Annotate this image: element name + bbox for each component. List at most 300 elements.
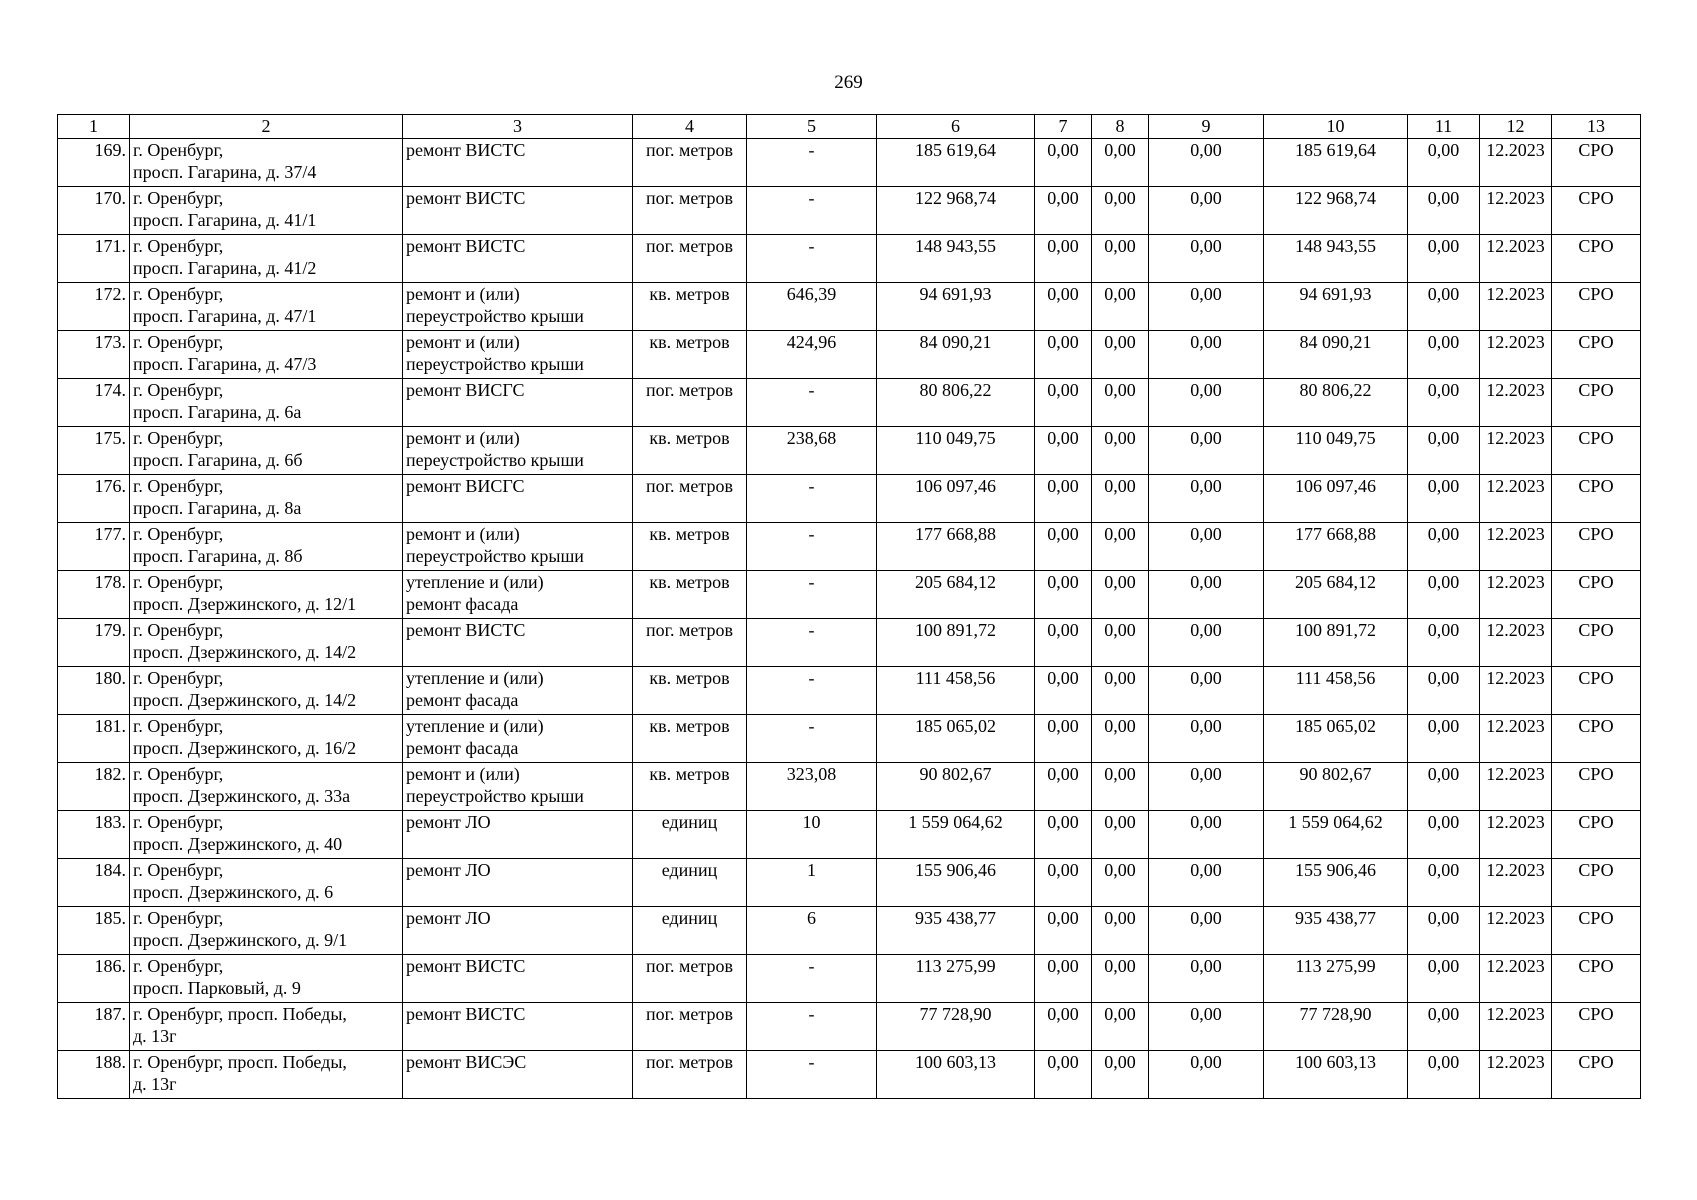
col9-cell: 0,00 — [1149, 715, 1264, 763]
col7-cell: 0,00 — [1035, 955, 1092, 1003]
col10-cell: 148 943,55 — [1264, 235, 1408, 283]
col7-cell: 0,00 — [1035, 571, 1092, 619]
unit-cell: кв. метров — [633, 667, 747, 715]
row-number: 178. — [58, 571, 130, 619]
col7-cell: 0,00 — [1035, 283, 1092, 331]
col11-cell: 0,00 — [1408, 427, 1480, 475]
address-cell — [130, 763, 403, 811]
table-row — [58, 667, 1641, 715]
unit-cell: единиц — [633, 859, 747, 907]
work-type-cell — [403, 235, 633, 283]
col9-cell: 0,00 — [1149, 667, 1264, 715]
total-cost-cell: 185 065,02 — [877, 715, 1035, 763]
col-header-2: 2 — [130, 115, 403, 139]
unit-cell: пог. метров — [633, 235, 747, 283]
header-row — [58, 115, 1641, 139]
col-header-1: 1 — [58, 115, 130, 139]
col9-cell: 0,00 — [1149, 1003, 1264, 1051]
work-type-line-1: ремонт и (или) — [406, 284, 520, 304]
work-type-line-1: ремонт ВИСТС — [406, 956, 526, 976]
address-line-2: просп. Дзержинского, д. 6 — [133, 882, 334, 902]
col11-cell: 0,00 — [1408, 331, 1480, 379]
address-line-2: просп. Гагарина, д. 6б — [133, 450, 303, 470]
col8-cell: 0,00 — [1092, 427, 1149, 475]
table-row — [58, 523, 1641, 571]
funding-method-cell: СРО — [1552, 715, 1641, 763]
row-number: 176. — [58, 475, 130, 523]
work-type-cell — [403, 187, 633, 235]
work-type-line-2: переустройство крыши — [406, 354, 584, 374]
col9-cell: 0,00 — [1149, 763, 1264, 811]
volume-cell: - — [747, 187, 877, 235]
work-type-cell — [403, 331, 633, 379]
col11-cell: 0,00 — [1408, 667, 1480, 715]
completion-date-cell: 12.2023 — [1480, 523, 1552, 571]
unit-cell: пог. метров — [633, 1003, 747, 1051]
funding-method-cell: СРО — [1552, 235, 1641, 283]
col11-cell: 0,00 — [1408, 763, 1480, 811]
funding-method-cell: СРО — [1552, 1003, 1641, 1051]
row-number: 180. — [58, 667, 130, 715]
unit-cell: кв. метров — [633, 331, 747, 379]
address-cell — [130, 955, 403, 1003]
col10-cell: 90 802,67 — [1264, 763, 1408, 811]
work-type-cell — [403, 1051, 633, 1099]
col8-cell: 0,00 — [1092, 283, 1149, 331]
col-header-5: 5 — [747, 115, 877, 139]
address-line-1: г. Оренбург, — [133, 764, 224, 784]
col9-cell: 0,00 — [1149, 187, 1264, 235]
address-line-1: г. Оренбург, — [133, 812, 224, 832]
table-row — [58, 139, 1641, 187]
volume-cell: - — [747, 379, 877, 427]
total-cost-cell: 100 603,13 — [877, 1051, 1035, 1099]
table-row — [58, 715, 1641, 763]
col-header-7: 7 — [1035, 115, 1092, 139]
row-number: 179. — [58, 619, 130, 667]
row-number: 172. — [58, 283, 130, 331]
total-cost-cell: 100 891,72 — [877, 619, 1035, 667]
address-cell — [130, 187, 403, 235]
col8-cell: 0,00 — [1092, 1003, 1149, 1051]
col11-cell: 0,00 — [1408, 955, 1480, 1003]
funding-method-cell: СРО — [1552, 331, 1641, 379]
col8-cell: 0,00 — [1092, 907, 1149, 955]
col11-cell: 0,00 — [1408, 475, 1480, 523]
completion-date-cell: 12.2023 — [1480, 331, 1552, 379]
table-row — [58, 475, 1641, 523]
col9-cell: 0,00 — [1149, 907, 1264, 955]
work-type-line-1: ремонт ВИСТС — [406, 140, 526, 160]
table-row — [58, 283, 1641, 331]
address-line-1: г. Оренбург, — [133, 428, 224, 448]
col9-cell: 0,00 — [1149, 235, 1264, 283]
col11-cell: 0,00 — [1408, 859, 1480, 907]
col10-cell: 205 684,12 — [1264, 571, 1408, 619]
address-line-1: г. Оренбург, — [133, 860, 224, 880]
total-cost-cell: 185 619,64 — [877, 139, 1035, 187]
funding-method-cell: СРО — [1552, 475, 1641, 523]
col7-cell: 0,00 — [1035, 619, 1092, 667]
col7-cell: 0,00 — [1035, 235, 1092, 283]
address-line-2: просп. Дзержинского, д. 12/1 — [133, 594, 357, 614]
address-line-1: г. Оренбург, — [133, 284, 224, 304]
volume-cell: - — [747, 955, 877, 1003]
table-row — [58, 859, 1641, 907]
col11-cell: 0,00 — [1408, 139, 1480, 187]
total-cost-cell: 1 559 064,62 — [877, 811, 1035, 859]
col10-cell: 177 668,88 — [1264, 523, 1408, 571]
unit-cell: единиц — [633, 811, 747, 859]
address-line-1: г. Оренбург, — [133, 380, 224, 400]
page-number: 269 — [834, 72, 863, 93]
work-type-cell — [403, 523, 633, 571]
total-cost-cell: 80 806,22 — [877, 379, 1035, 427]
col-header-3: 3 — [403, 115, 633, 139]
col8-cell: 0,00 — [1092, 763, 1149, 811]
completion-date-cell: 12.2023 — [1480, 1051, 1552, 1099]
col9-cell: 0,00 — [1149, 523, 1264, 571]
row-number: 185. — [58, 907, 130, 955]
address-line-2: просп. Дзержинского, д. 14/2 — [133, 642, 357, 662]
col11-cell: 0,00 — [1408, 283, 1480, 331]
work-type-line-1: ремонт ВИСТС — [406, 188, 526, 208]
table-row — [58, 331, 1641, 379]
work-type-cell — [403, 283, 633, 331]
col9-cell: 0,00 — [1149, 955, 1264, 1003]
address-line-1: г. Оренбург, — [133, 476, 224, 496]
completion-date-cell: 12.2023 — [1480, 619, 1552, 667]
col10-cell: 1 559 064,62 — [1264, 811, 1408, 859]
unit-cell: кв. метров — [633, 283, 747, 331]
address-cell — [130, 475, 403, 523]
volume-cell: 6 — [747, 907, 877, 955]
col10-cell: 185 619,64 — [1264, 139, 1408, 187]
table-row — [58, 811, 1641, 859]
funding-method-cell: СРО — [1552, 379, 1641, 427]
col11-cell: 0,00 — [1408, 907, 1480, 955]
col11-cell: 0,00 — [1408, 1003, 1480, 1051]
row-number: 174. — [58, 379, 130, 427]
address-line-2: просп. Дзержинского, д. 9/1 — [133, 930, 348, 950]
work-type-line-1: ремонт ВИСТС — [406, 1004, 526, 1024]
table-row — [58, 571, 1641, 619]
volume-cell: - — [747, 235, 877, 283]
address-line-1: г. Оренбург, — [133, 140, 224, 160]
address-line-2: просп. Гагарина, д. 47/3 — [133, 354, 317, 374]
work-type-line-1: ремонт и (или) — [406, 428, 520, 448]
total-cost-cell: 106 097,46 — [877, 475, 1035, 523]
col7-cell: 0,00 — [1035, 139, 1092, 187]
completion-date-cell: 12.2023 — [1480, 1003, 1552, 1051]
unit-cell: кв. метров — [633, 427, 747, 475]
address-line-2: просп. Дзержинского, д. 16/2 — [133, 738, 357, 758]
col7-cell: 0,00 — [1035, 1051, 1092, 1099]
funding-method-cell: СРО — [1552, 619, 1641, 667]
table-row — [58, 235, 1641, 283]
unit-cell: пог. метров — [633, 187, 747, 235]
unit-cell: пог. метров — [633, 1051, 747, 1099]
funding-method-cell: СРО — [1552, 811, 1641, 859]
col11-cell: 0,00 — [1408, 187, 1480, 235]
completion-date-cell: 12.2023 — [1480, 955, 1552, 1003]
volume-cell: - — [747, 523, 877, 571]
work-type-cell — [403, 139, 633, 187]
volume-cell: - — [747, 1003, 877, 1051]
col10-cell: 122 968,74 — [1264, 187, 1408, 235]
total-cost-cell: 90 802,67 — [877, 763, 1035, 811]
address-cell — [130, 1051, 403, 1099]
address-cell — [130, 571, 403, 619]
total-cost-cell: 94 691,93 — [877, 283, 1035, 331]
work-type-line-1: ремонт ЛО — [406, 908, 491, 928]
address-cell — [130, 523, 403, 571]
col8-cell: 0,00 — [1092, 475, 1149, 523]
work-type-cell — [403, 571, 633, 619]
col8-cell: 0,00 — [1092, 619, 1149, 667]
funding-method-cell: СРО — [1552, 955, 1641, 1003]
address-line-1: г. Оренбург, — [133, 668, 224, 688]
col7-cell: 0,00 — [1035, 763, 1092, 811]
col8-cell: 0,00 — [1092, 235, 1149, 283]
volume-cell: - — [747, 571, 877, 619]
total-cost-cell: 155 906,46 — [877, 859, 1035, 907]
address-line-2: просп. Гагарина, д. 8б — [133, 546, 303, 566]
volume-cell: - — [747, 667, 877, 715]
unit-cell: кв. метров — [633, 715, 747, 763]
row-number: 183. — [58, 811, 130, 859]
col7-cell: 0,00 — [1035, 187, 1092, 235]
funding-method-cell: СРО — [1552, 571, 1641, 619]
volume-cell: 323,08 — [747, 763, 877, 811]
address-cell — [130, 427, 403, 475]
address-line-1: г. Оренбург, — [133, 236, 224, 256]
col9-cell: 0,00 — [1149, 331, 1264, 379]
work-type-cell — [403, 475, 633, 523]
volume-cell: 1 — [747, 859, 877, 907]
table-row — [58, 1003, 1641, 1051]
work-type-line-2: ремонт фасада — [406, 594, 519, 614]
work-type-line-1: ремонт ЛО — [406, 812, 491, 832]
address-line-1: г. Оренбург, — [133, 188, 224, 208]
completion-date-cell: 12.2023 — [1480, 715, 1552, 763]
work-type-line-2: ремонт фасада — [406, 738, 519, 758]
col-header-12: 12 — [1480, 115, 1552, 139]
funding-method-cell: СРО — [1552, 763, 1641, 811]
funding-method-cell: СРО — [1552, 187, 1641, 235]
unit-cell: кв. метров — [633, 571, 747, 619]
address-line-1: г. Оренбург, — [133, 956, 224, 976]
col10-cell: 100 891,72 — [1264, 619, 1408, 667]
total-cost-cell: 122 968,74 — [877, 187, 1035, 235]
work-type-line-1: ремонт ЛО — [406, 860, 491, 880]
address-line-1: г. Оренбург, — [133, 332, 224, 352]
row-number: 173. — [58, 331, 130, 379]
address-cell — [130, 667, 403, 715]
address-line-1: г. Оренбург, — [133, 620, 224, 640]
work-type-line-1: ремонт ВИСГС — [406, 476, 525, 496]
address-cell — [130, 283, 403, 331]
col10-cell: 155 906,46 — [1264, 859, 1408, 907]
address-line-1: г. Оренбург, просп. Победы, — [133, 1004, 347, 1024]
col7-cell: 0,00 — [1035, 1003, 1092, 1051]
address-cell — [130, 907, 403, 955]
col10-cell: 111 458,56 — [1264, 667, 1408, 715]
address-cell — [130, 235, 403, 283]
col7-cell: 0,00 — [1035, 907, 1092, 955]
completion-date-cell: 12.2023 — [1480, 475, 1552, 523]
unit-cell: кв. метров — [633, 523, 747, 571]
col-header-8: 8 — [1092, 115, 1149, 139]
col8-cell: 0,00 — [1092, 139, 1149, 187]
funding-method-cell: СРО — [1552, 859, 1641, 907]
address-cell — [130, 331, 403, 379]
address-cell — [130, 715, 403, 763]
address-line-2: просп. Гагарина, д. 41/1 — [133, 210, 317, 230]
total-cost-cell: 205 684,12 — [877, 571, 1035, 619]
address-cell — [130, 1003, 403, 1051]
volume-cell: - — [747, 475, 877, 523]
work-type-line-2: переустройство крыши — [406, 306, 584, 326]
col8-cell: 0,00 — [1092, 667, 1149, 715]
row-number: 171. — [58, 235, 130, 283]
work-type-line-1: ремонт ВИСЭС — [406, 1052, 527, 1072]
row-number: 188. — [58, 1051, 130, 1099]
completion-date-cell: 12.2023 — [1480, 907, 1552, 955]
unit-cell: пог. метров — [633, 955, 747, 1003]
col9-cell: 0,00 — [1149, 475, 1264, 523]
work-type-line-2: переустройство крыши — [406, 450, 584, 470]
unit-cell: пог. метров — [633, 139, 747, 187]
total-cost-cell: 177 668,88 — [877, 523, 1035, 571]
address-line-2: просп. Гагарина, д. 47/1 — [133, 306, 317, 326]
completion-date-cell: 12.2023 — [1480, 763, 1552, 811]
work-type-line-1: утепление и (или) — [406, 668, 544, 688]
total-cost-cell: 148 943,55 — [877, 235, 1035, 283]
work-type-cell — [403, 811, 633, 859]
table-row — [58, 1051, 1641, 1099]
unit-cell: единиц — [633, 907, 747, 955]
completion-date-cell: 12.2023 — [1480, 283, 1552, 331]
address-line-1: г. Оренбург, — [133, 908, 224, 928]
total-cost-cell: 77 728,90 — [877, 1003, 1035, 1051]
funding-method-cell: СРО — [1552, 283, 1641, 331]
address-line-2: просп. Гагарина, д. 8а — [133, 498, 302, 518]
address-line-2: просп. Дзержинского, д. 14/2 — [133, 690, 357, 710]
work-type-line-1: ремонт ВИСГС — [406, 380, 525, 400]
address-cell — [130, 619, 403, 667]
address-cell — [130, 379, 403, 427]
volume-cell: 238,68 — [747, 427, 877, 475]
table-row — [58, 427, 1641, 475]
volume-cell: - — [747, 139, 877, 187]
col9-cell: 0,00 — [1149, 379, 1264, 427]
funding-method-cell: СРО — [1552, 907, 1641, 955]
col8-cell: 0,00 — [1092, 955, 1149, 1003]
volume-cell: 10 — [747, 811, 877, 859]
table-row — [58, 763, 1641, 811]
work-type-line-1: ремонт и (или) — [406, 764, 520, 784]
col10-cell: 77 728,90 — [1264, 1003, 1408, 1051]
col10-cell: 84 090,21 — [1264, 331, 1408, 379]
col7-cell: 0,00 — [1035, 379, 1092, 427]
col10-cell: 94 691,93 — [1264, 283, 1408, 331]
col8-cell: 0,00 — [1092, 331, 1149, 379]
work-type-line-1: утепление и (или) — [406, 572, 544, 592]
col-header-13: 13 — [1552, 115, 1641, 139]
table-row — [58, 907, 1641, 955]
completion-date-cell: 12.2023 — [1480, 571, 1552, 619]
col7-cell: 0,00 — [1035, 427, 1092, 475]
row-number: 169. — [58, 139, 130, 187]
col9-cell: 0,00 — [1149, 1051, 1264, 1099]
row-number: 184. — [58, 859, 130, 907]
table-row — [58, 619, 1641, 667]
funding-method-cell: СРО — [1552, 139, 1641, 187]
work-type-line-1: утепление и (или) — [406, 716, 544, 736]
col11-cell: 0,00 — [1408, 811, 1480, 859]
col-header-6: 6 — [877, 115, 1035, 139]
col-header-4: 4 — [633, 115, 747, 139]
col8-cell: 0,00 — [1092, 1051, 1149, 1099]
address-cell — [130, 859, 403, 907]
completion-date-cell: 12.2023 — [1480, 859, 1552, 907]
address-line-2: д. 13г — [133, 1026, 177, 1046]
funding-method-cell: СРО — [1552, 667, 1641, 715]
col8-cell: 0,00 — [1092, 715, 1149, 763]
work-type-line-1: ремонт и (или) — [406, 524, 520, 544]
col10-cell: 80 806,22 — [1264, 379, 1408, 427]
col10-cell: 106 097,46 — [1264, 475, 1408, 523]
row-number: 175. — [58, 427, 130, 475]
col7-cell: 0,00 — [1035, 475, 1092, 523]
col8-cell: 0,00 — [1092, 811, 1149, 859]
completion-date-cell: 12.2023 — [1480, 379, 1552, 427]
col10-cell: 110 049,75 — [1264, 427, 1408, 475]
work-type-line-1: ремонт ВИСТС — [406, 620, 526, 640]
col-header-9: 9 — [1149, 115, 1264, 139]
repair-program-table — [57, 114, 1641, 1099]
address-line-1: г. Оренбург, — [133, 572, 224, 592]
col9-cell: 0,00 — [1149, 859, 1264, 907]
work-type-line-2: переустройство крыши — [406, 786, 584, 806]
address-line-2: просп. Гагарина, д. 37/4 — [133, 162, 317, 182]
work-type-cell — [403, 907, 633, 955]
col7-cell: 0,00 — [1035, 811, 1092, 859]
volume-cell: 424,96 — [747, 331, 877, 379]
total-cost-cell: 935 438,77 — [877, 907, 1035, 955]
col11-cell: 0,00 — [1408, 235, 1480, 283]
work-type-cell — [403, 667, 633, 715]
total-cost-cell: 110 049,75 — [877, 427, 1035, 475]
col8-cell: 0,00 — [1092, 859, 1149, 907]
address-cell — [130, 811, 403, 859]
completion-date-cell: 12.2023 — [1480, 139, 1552, 187]
col10-cell: 100 603,13 — [1264, 1051, 1408, 1099]
table-row — [58, 379, 1641, 427]
table-row — [58, 187, 1641, 235]
col11-cell: 0,00 — [1408, 715, 1480, 763]
unit-cell: кв. метров — [633, 763, 747, 811]
col7-cell: 0,00 — [1035, 715, 1092, 763]
work-type-line-2: ремонт фасада — [406, 690, 519, 710]
col8-cell: 0,00 — [1092, 571, 1149, 619]
work-type-cell — [403, 859, 633, 907]
completion-date-cell: 12.2023 — [1480, 235, 1552, 283]
total-cost-cell: 84 090,21 — [877, 331, 1035, 379]
col9-cell: 0,00 — [1149, 427, 1264, 475]
completion-date-cell: 12.2023 — [1480, 427, 1552, 475]
